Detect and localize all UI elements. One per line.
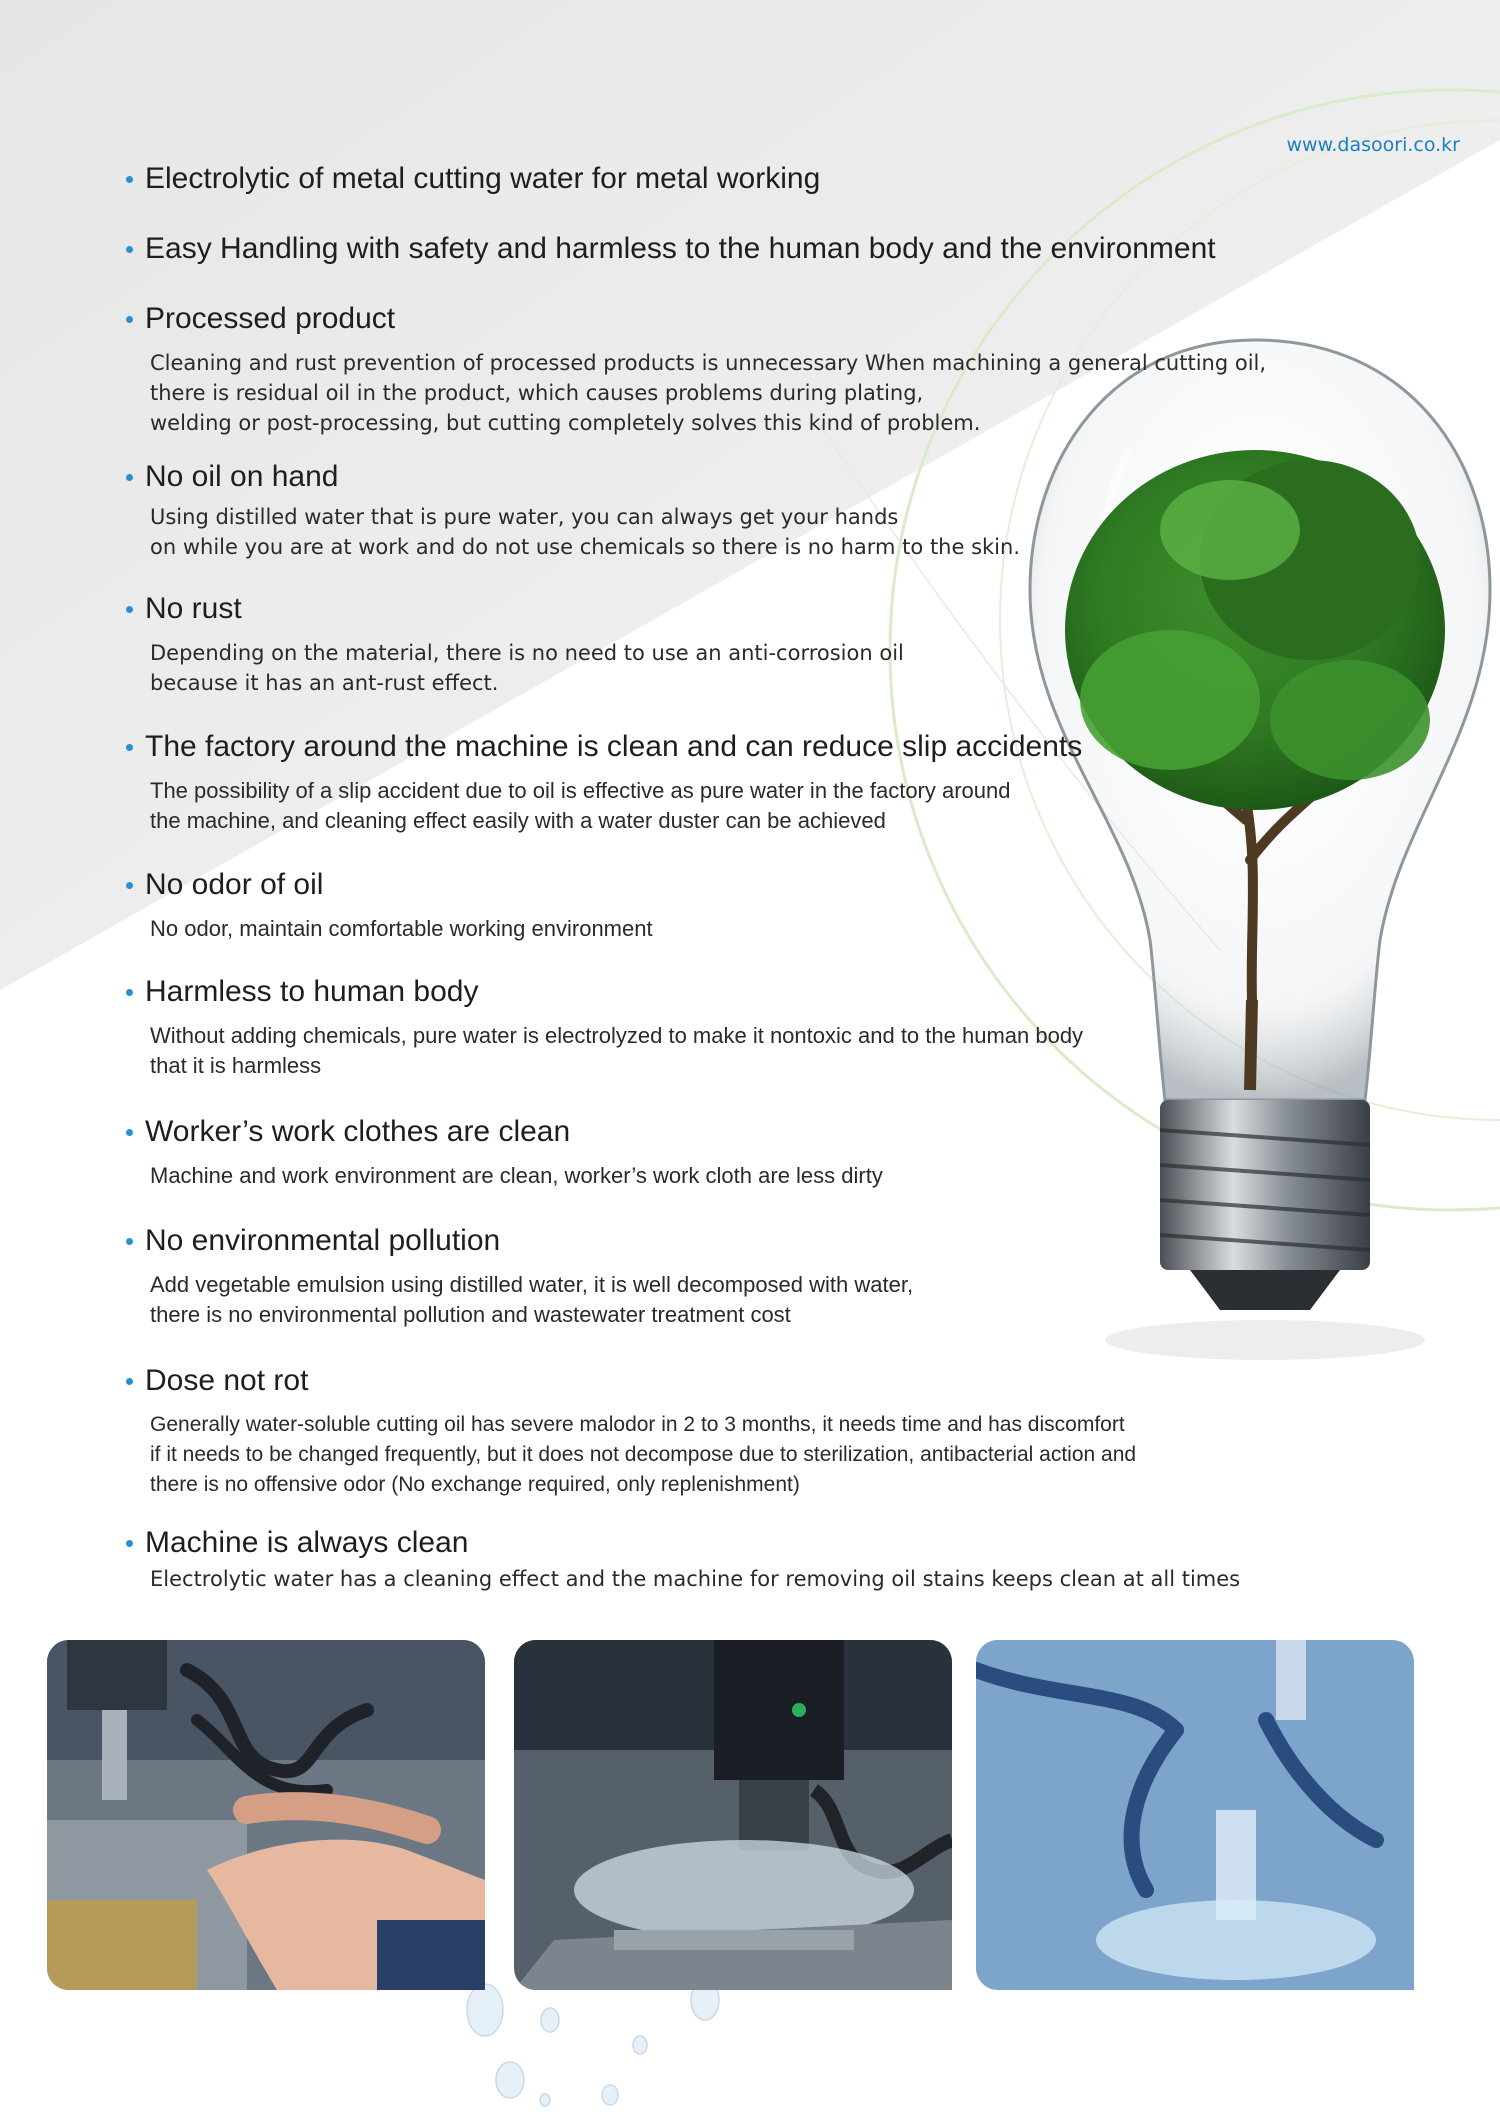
feature-description: The possibility of a slip accident due to oil is effective as pure water in the factory around the machine, and cleaning effect easily with a water duster can be achieved (150, 778, 1011, 833)
bullet-icon (126, 1540, 133, 1547)
lightbulb-tree-illustration (1010, 300, 1500, 1360)
feature-heading: Dose not rot (126, 1364, 1136, 1398)
bullet-icon (126, 606, 133, 613)
feature-heading: No environmental pollution (126, 1224, 913, 1258)
feature-item (126, 1526, 1240, 1594)
feature-description: Cleaning and rust prevention of processed products is unnecessary When machining a general cutting oil, there is residual oil in the product, which causes problems during plating, welding or post-processing, but cutting completely solves this kind of problem. (150, 351, 1267, 435)
feature-heading: Easy Handling with safety and harmless to the human body and the environment (126, 232, 1216, 266)
feature-heading: No oil on hand (126, 460, 1020, 494)
feature-item (126, 1364, 1136, 1500)
feature-item (126, 730, 1082, 836)
feature-item (126, 592, 904, 698)
feature-description: Generally water-soluble cutting oil has severe malodor in 2 to 3 months, it needs time and has discomfort if it needs to be changed frequently, but it does not decompose due to sterilization, antibacterial action and there is no offensive odor (No exchange required, only replenishment) (150, 1413, 1137, 1496)
feature-description: No odor, maintain comfortable working environment (150, 916, 653, 941)
feature-item (126, 162, 820, 196)
bullet-icon (126, 176, 133, 183)
feature-heading: Worker’s work clothes are clean (126, 1115, 883, 1149)
feature-item (126, 232, 1216, 266)
feature-description: Using distilled water that is pure water, you can always get your hands on while you are at work and do not use chemicals so there is no harm to the skin. (150, 505, 1021, 559)
bullet-icon (126, 316, 133, 323)
feature-item (126, 975, 1083, 1081)
feature-description: Machine and work environment are clean, worker’s work cloth are less dirty (150, 1163, 883, 1188)
feature-heading: No odor of oil (126, 868, 653, 902)
bullet-icon (126, 744, 133, 751)
feature-heading: Harmless to human body (126, 975, 1083, 1009)
website-url: www.dasoori.co.kr (1286, 134, 1460, 156)
feature-item (126, 868, 653, 944)
feature-heading: No rust (126, 592, 904, 626)
bullet-icon (126, 474, 133, 481)
feature-description: Electrolytic water has a cleaning effect and the machine for removing oil stains keeps clean at all times (150, 1567, 1241, 1591)
photo-blue-coolant-closeup (976, 1640, 1414, 1990)
bullet-icon (126, 989, 133, 996)
feature-item (126, 302, 1266, 438)
feature-heading: Machine is always clean (126, 1526, 1240, 1560)
photo-spindle-water-spray (514, 1640, 952, 1990)
bullet-icon (126, 1129, 133, 1136)
feature-description: Depending on the material, there is no need to use an anti-corrosion oil because it has an ant-rust effect. (150, 641, 904, 695)
feature-item (126, 1224, 913, 1330)
feature-description: Add vegetable emulsion using distilled water, it is well decomposed with water, there is no environmental pollution and wastewater treatment cost (150, 1272, 914, 1327)
feature-item (126, 1115, 883, 1191)
bullet-icon (126, 1378, 133, 1385)
bullet-icon (126, 1238, 133, 1245)
photo-hands-under-machine (47, 1640, 485, 1990)
feature-description: Without adding chemicals, pure water is electrolyzed to make it nontoxic and to the human body that it is harmless (150, 1023, 1084, 1078)
bullet-icon (126, 882, 133, 889)
feature-heading: The factory around the machine is clean and can reduce slip accidents (126, 730, 1082, 764)
feature-heading: Electrolytic of metal cutting water for metal working (126, 162, 820, 196)
bullet-icon (126, 246, 133, 253)
feature-heading: Processed product (126, 302, 1266, 336)
feature-item (126, 460, 1020, 562)
